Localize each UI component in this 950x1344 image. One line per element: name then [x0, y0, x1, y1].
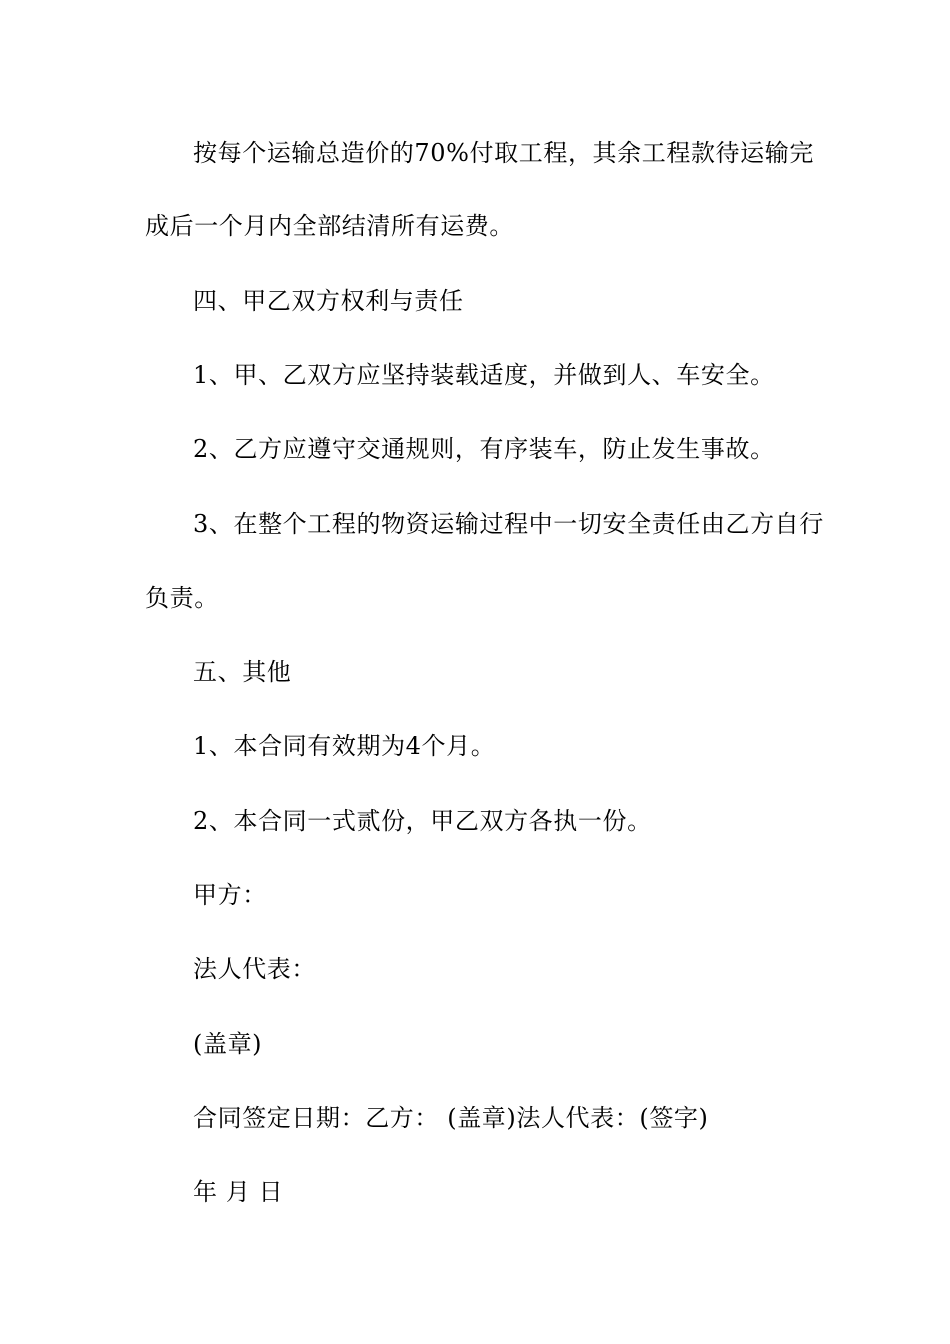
signing-date-line: 合同签定日期：乙方： (盖章)法人代表：(签字)	[193, 1104, 709, 1132]
party-a-label: 甲方：	[193, 881, 267, 909]
paragraph-payment-line-2: 成后一个月内全部结清所有运费。	[145, 212, 514, 240]
date-fields: 年 月 日	[193, 1178, 284, 1206]
clause-2-traffic: 2、乙方应遵守交通规则，有序装车，防止发生事故。	[193, 435, 775, 463]
clause-validity: 1、本合同有效期为4个月。	[193, 732, 496, 760]
clause-copies: 2、本合同一式贰份，甲乙双方各执一份。	[193, 807, 652, 835]
section-heading-rights: 四、甲乙双方权利与责任	[193, 287, 464, 315]
clause-1-loading: 1、甲、乙双方应坚持装载适度，并做到人、车安全。	[193, 361, 775, 389]
section-heading-other: 五、其他	[193, 658, 292, 686]
paragraph-payment-line-1: 按每个运输总造价的70%付取工程，其余工程款待运输完	[193, 139, 814, 167]
legal-rep-label: 法人代表：	[193, 955, 316, 983]
seal-label: (盖章)	[193, 1030, 263, 1058]
clause-3-safety-line-1: 3、在整个工程的物资运输过程中一切安全责任由乙方自行	[193, 510, 824, 538]
clause-3-safety-line-2: 负责。	[145, 584, 219, 612]
